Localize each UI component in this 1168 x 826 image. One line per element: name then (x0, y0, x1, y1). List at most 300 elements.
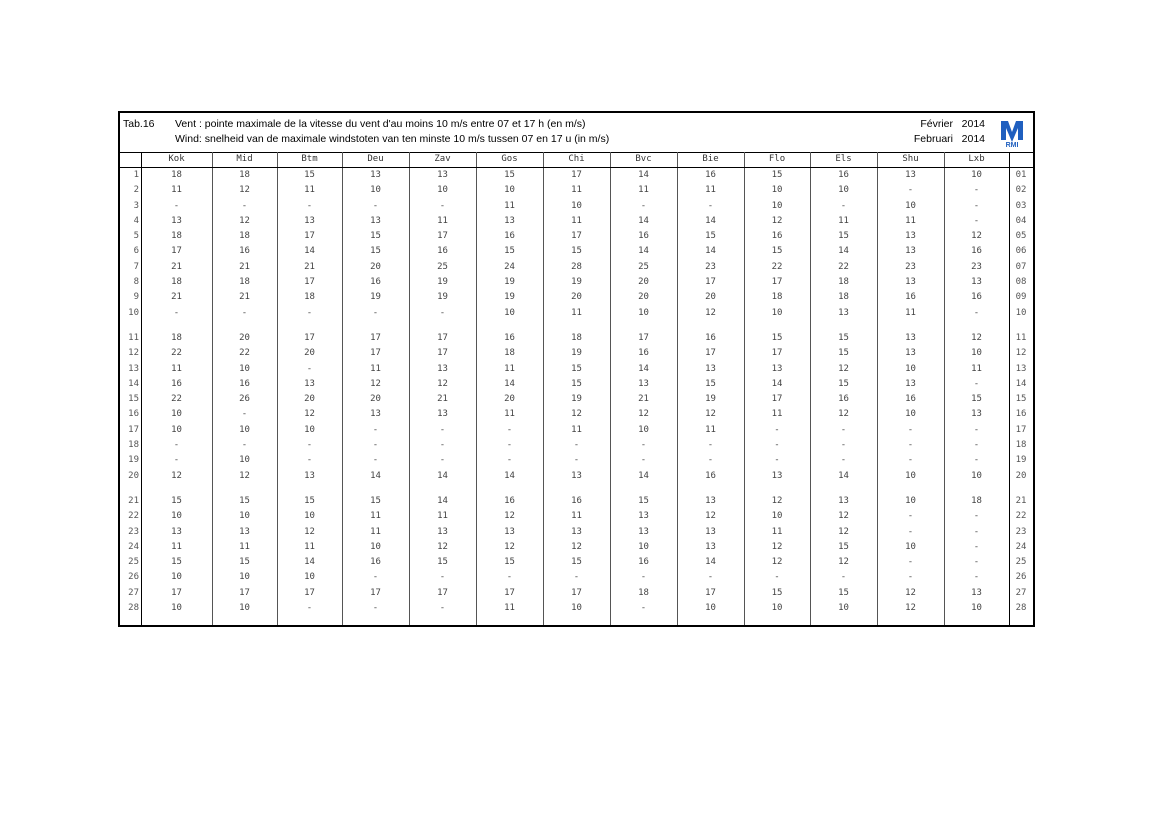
table-cell: 12 (239, 470, 250, 481)
table-cell: 15 (571, 246, 582, 257)
table-cell: 13 (171, 215, 182, 226)
table-header (120, 113, 1033, 153)
day-number: 19 (128, 455, 139, 466)
table-cell: 12 (171, 470, 182, 481)
table-cell: 11 (571, 215, 582, 226)
table-cell: 12 (771, 541, 783, 552)
table-cell: 10 (771, 200, 783, 211)
day-number-right: 02 (1015, 185, 1027, 196)
table-row (120, 260, 1033, 275)
table-cell: 11 (171, 363, 182, 374)
table-cell: 10 (171, 511, 182, 522)
table-cell: 11 (971, 363, 982, 374)
table-cell: 15 (504, 557, 515, 568)
table-cell: 10 (370, 185, 381, 196)
table-cell: - (241, 440, 248, 451)
table-cell: 15 (370, 495, 381, 506)
day-number-right: 23 (1015, 526, 1027, 537)
table-cell: 15 (771, 332, 783, 343)
table-cell: 12 (571, 409, 582, 420)
table-cell: 18 (571, 332, 582, 343)
table-cell: 18 (838, 277, 849, 288)
day-number: 12 (128, 348, 139, 359)
table-cell: 14 (638, 470, 649, 481)
table-cell: 12 (705, 307, 716, 318)
table-cell: - (306, 455, 313, 466)
table-row (120, 392, 1033, 407)
table-cell: 21 (171, 292, 182, 303)
table-cell: 17 (437, 348, 448, 359)
table-cell: 13 (504, 215, 515, 226)
table-row (120, 438, 1033, 453)
table-cell: - (372, 424, 379, 435)
day-number: 11 (128, 332, 139, 343)
table-row (120, 570, 1033, 585)
table-cell: - (439, 440, 446, 451)
table-cell: 16 (971, 292, 982, 303)
table-cell: 10 (239, 424, 250, 435)
table-cell: 14 (437, 495, 448, 506)
table-cell: - (372, 307, 379, 318)
table-cell: - (973, 378, 980, 389)
table-row (120, 168, 1033, 184)
table-cell: 11 (504, 409, 515, 420)
table-cell: - (573, 455, 580, 466)
day-number-right: 22 (1015, 511, 1027, 522)
table-cell: 12 (504, 511, 515, 522)
table-cell: 14 (638, 215, 649, 226)
table-cell: 10 (971, 470, 982, 481)
table-cell: 14 (838, 246, 849, 257)
table-cell: 28 (571, 261, 582, 272)
table-cell: 19 (437, 292, 448, 303)
table-cell: 14 (638, 170, 649, 180)
day-number-right: 12 (1015, 348, 1027, 359)
table-cell: - (439, 307, 446, 318)
table-cell: 22 (239, 348, 250, 359)
table-cell: 13 (304, 470, 315, 481)
table-cell: 11 (571, 307, 582, 318)
table-cell: - (439, 200, 446, 211)
table-row (120, 494, 1033, 509)
table-row (120, 509, 1033, 524)
table-cell: 20 (304, 394, 315, 405)
table-cell: - (306, 363, 313, 374)
day-number: 25 (128, 557, 139, 568)
table-cell: 18 (171, 170, 182, 180)
table-cell: - (506, 455, 513, 466)
table-cell: 17 (504, 587, 515, 598)
day-number-right: 08 (1015, 277, 1027, 288)
table-cell: - (241, 409, 248, 420)
day-number-right: 27 (1015, 587, 1027, 598)
table-cell: 16 (504, 231, 515, 242)
table-cell: 24 (504, 261, 515, 272)
table-cell: 15 (370, 231, 381, 242)
decade-spacer-row (120, 484, 1033, 494)
day-number: 8 (133, 277, 139, 288)
day-number-right: 19 (1015, 455, 1027, 466)
table-cell: 15 (304, 170, 315, 180)
table-cell: 11 (370, 526, 381, 537)
table-cell: 15 (304, 495, 315, 506)
table-cell: - (907, 511, 914, 522)
table-cell: 12 (771, 215, 783, 226)
table-cell: 13 (437, 363, 448, 374)
table-cell: 16 (905, 292, 916, 303)
table-row (120, 346, 1033, 361)
table-cell: 17 (437, 587, 448, 598)
table-cell: - (640, 200, 647, 211)
table-cell: 10 (171, 603, 182, 614)
table-cell: 12 (504, 541, 515, 552)
table-cell: 20 (638, 277, 649, 288)
table-cell: - (640, 455, 647, 466)
table-cell: 13 (905, 332, 916, 343)
table-cell: 15 (705, 378, 716, 389)
table-cell: - (439, 455, 446, 466)
year-label-2: 2014 (961, 133, 985, 145)
table-cell: 10 (239, 572, 250, 583)
table-cell: 19 (437, 277, 448, 288)
table-cell: 10 (504, 307, 515, 318)
table-cell: - (973, 526, 980, 537)
table-cell: 10 (638, 307, 649, 318)
table-cell: 16 (838, 170, 849, 180)
day-number-right: 28 (1015, 603, 1027, 614)
table-cell: 13 (705, 526, 716, 537)
table-cell: - (973, 185, 980, 196)
table-cell: 10 (905, 200, 916, 211)
table-row (120, 306, 1033, 321)
table-cell: 11 (571, 185, 582, 196)
table-cell: 17 (171, 246, 182, 257)
day-number-right: 10 (1015, 307, 1027, 318)
table-cell: 17 (771, 394, 783, 405)
table-cell: 17 (705, 277, 716, 288)
table-cell: 10 (905, 409, 916, 420)
table-cell: 14 (504, 378, 515, 389)
day-number-right: 05 (1015, 231, 1027, 242)
table-cell: 12 (437, 541, 448, 552)
table-cell: - (173, 200, 180, 211)
table-cell: 12 (838, 557, 849, 568)
table-row (120, 244, 1033, 259)
table-cell: 11 (504, 200, 515, 211)
table-cell: 26 (239, 394, 250, 405)
table-cell: 10 (304, 511, 315, 522)
day-number-right: 11 (1015, 332, 1027, 343)
table-cell: 17 (370, 332, 381, 343)
table-cell: 10 (705, 603, 716, 614)
day-number: 26 (128, 572, 139, 583)
day-number-right: 09 (1015, 292, 1027, 303)
day-number: 18 (128, 440, 139, 451)
table-cell: - (707, 572, 714, 583)
table-cell: 20 (239, 332, 250, 343)
table-cell: - (241, 307, 248, 318)
table-cell: 11 (370, 511, 381, 522)
table-cell: 19 (571, 277, 582, 288)
table-cell: 10 (239, 603, 250, 614)
table-row (120, 540, 1033, 555)
year-label-1: 2014 (961, 118, 985, 130)
table-cell: 11 (571, 511, 582, 522)
table-cell: 12 (571, 541, 582, 552)
table-cell: 22 (838, 261, 849, 272)
table-cell: 13 (304, 215, 315, 226)
station-header: Shu (877, 152, 944, 168)
table-cell: 11 (171, 541, 182, 552)
table-cell: 16 (171, 378, 182, 389)
table-cell: 20 (370, 261, 381, 272)
table-cell: 10 (571, 603, 582, 614)
table-cell: 22 (171, 394, 182, 405)
table-cell: 11 (638, 185, 649, 196)
table-cell: 14 (437, 470, 448, 481)
table-cell: 10 (905, 541, 916, 552)
table-cell: 13 (905, 246, 916, 257)
table-cell: 10 (971, 603, 982, 614)
table-cell: 16 (705, 332, 716, 343)
table-cell: 10 (171, 572, 182, 583)
day-number-right: 07 (1015, 261, 1027, 272)
table-cell: 12 (971, 332, 982, 343)
table-cell: 11 (771, 409, 783, 420)
table-row (120, 199, 1033, 214)
table-row (120, 601, 1033, 616)
station-header: Chi (543, 152, 610, 168)
table-cell: - (907, 455, 914, 466)
day-number: 28 (128, 603, 139, 614)
station-header: Zav (409, 152, 476, 168)
table-cell: 15 (571, 378, 582, 389)
table-cell: 21 (171, 261, 182, 272)
table-cell: 17 (705, 587, 716, 598)
table-cell: 16 (705, 470, 716, 481)
table-cell: 17 (571, 231, 582, 242)
table-cell: - (506, 440, 513, 451)
table-cell: 14 (504, 470, 515, 481)
table-cell: 17 (239, 587, 250, 598)
table-cell: 10 (838, 185, 849, 196)
table-cell: - (372, 572, 379, 583)
table-cell: 20 (304, 348, 315, 359)
table-cell: 13 (370, 409, 381, 420)
day-number: 27 (128, 587, 139, 598)
table-cell: - (173, 307, 180, 318)
day-number-right: 03 (1015, 200, 1027, 211)
table-cell: 11 (571, 424, 582, 435)
table-cell: 15 (370, 246, 381, 257)
title-dutch: Wind: snelheid van de maximale windstoten van ten minste 10 m/s tussen 07 en 17 u (in m/s) (175, 133, 610, 145)
table-cell: 21 (437, 394, 448, 405)
table-cell: 12 (705, 409, 716, 420)
table-cell: 10 (771, 603, 783, 614)
station-header: Bie (677, 152, 744, 168)
table-cell: 21 (304, 261, 315, 272)
day-number: 2 (133, 185, 139, 196)
table-cell: 14 (304, 246, 315, 257)
table-cell: - (973, 557, 980, 568)
day-header-right (1009, 152, 1033, 168)
table-cell: 11 (504, 603, 515, 614)
table-number: Tab.16 (123, 118, 155, 130)
table-cell: 10 (239, 455, 250, 466)
day-number: 9 (133, 292, 139, 303)
table-cell: 10 (971, 170, 982, 180)
day-number-right: 15 (1015, 394, 1027, 405)
day-number-right: 24 (1015, 541, 1027, 552)
table-cell: 13 (370, 215, 381, 226)
table-cell: - (840, 455, 847, 466)
day-header (120, 152, 141, 168)
table-cell: 11 (437, 511, 448, 522)
table-cell: 16 (571, 495, 582, 506)
table-cell: 20 (370, 394, 381, 405)
table-cell: 15 (838, 348, 849, 359)
day-number: 22 (128, 511, 139, 522)
table-cell: 16 (638, 348, 649, 359)
month-dutch: Februari (913, 133, 953, 145)
table-cell: 17 (771, 277, 783, 288)
station-header: Els (810, 152, 877, 168)
table-cell: - (173, 455, 180, 466)
table-row (120, 290, 1033, 305)
table-cell: 17 (437, 332, 448, 343)
table-cell: 10 (171, 424, 182, 435)
table-cell: 13 (905, 378, 916, 389)
table-cell: 11 (304, 185, 315, 196)
table-cell: 17 (304, 277, 315, 288)
table-cell: 10 (304, 572, 315, 583)
table-cell: 10 (838, 603, 849, 614)
table-cell: 15 (838, 332, 849, 343)
station-header: Lxb (944, 152, 1009, 168)
table-cell: 13 (971, 277, 982, 288)
table-row (120, 407, 1033, 422)
table-cell: 10 (638, 541, 649, 552)
table-cell: 12 (771, 495, 783, 506)
table-cell: - (907, 440, 914, 451)
day-number: 14 (128, 378, 139, 389)
table-row (120, 331, 1033, 346)
table-cell: 15 (504, 170, 515, 180)
table-cell: 11 (771, 526, 783, 537)
table-cell: 17 (370, 587, 381, 598)
table-cell: - (973, 440, 980, 451)
table-cell: 17 (571, 170, 582, 180)
table-cell: - (372, 603, 379, 614)
table-cell: - (973, 215, 980, 226)
table-cell: 12 (838, 526, 849, 537)
weather-table-sheet (118, 111, 1035, 627)
table-cell: 23 (905, 261, 916, 272)
table-cell: 16 (239, 378, 250, 389)
table-row (120, 377, 1033, 392)
table-cell: - (973, 307, 980, 318)
table-cell: 15 (971, 394, 982, 405)
table-cell: 10 (239, 363, 250, 374)
table-cell: 19 (571, 348, 582, 359)
day-number: 23 (128, 526, 139, 537)
table-cell: 13 (905, 348, 916, 359)
table-cell: 17 (705, 348, 716, 359)
table-row (120, 469, 1033, 484)
day-number: 5 (133, 231, 139, 242)
table-row (120, 183, 1033, 198)
table-cell: - (973, 541, 980, 552)
table-cell: 12 (971, 231, 982, 242)
table-cell: - (973, 572, 980, 583)
table-cell: 16 (638, 557, 649, 568)
day-number-right: 13 (1015, 363, 1027, 374)
table-cell: 13 (504, 526, 515, 537)
table-cell: 15 (171, 495, 182, 506)
table-cell: 18 (638, 587, 649, 598)
table-cell: - (840, 200, 847, 211)
table-cell: - (439, 603, 446, 614)
table-cell: 13 (705, 495, 716, 506)
table-cell: - (306, 440, 313, 451)
title-french: Vent : pointe maximale de la vitesse du vent d'au moins 10 m/s entre 07 et 17 h (en m/s) (175, 118, 586, 130)
table-cell: 16 (370, 277, 381, 288)
table-cell: - (640, 603, 647, 614)
day-number-right: 18 (1015, 440, 1027, 451)
table-cell: 11 (239, 541, 250, 552)
station-header: Bvc (610, 152, 677, 168)
table-cell: 11 (705, 424, 716, 435)
table-cell: 16 (971, 246, 982, 257)
table-cell: 13 (771, 363, 783, 374)
table-cell: 14 (771, 378, 783, 389)
table-cell: - (973, 511, 980, 522)
table-cell: - (707, 455, 714, 466)
table-cell: 12 (304, 409, 315, 420)
table-cell: 14 (638, 363, 649, 374)
table-cell: 16 (771, 231, 783, 242)
table-cell: 13 (304, 378, 315, 389)
table-cell: 12 (905, 587, 916, 598)
table-cell: 19 (370, 292, 381, 303)
table-cell: 13 (771, 470, 783, 481)
table-row (120, 423, 1033, 438)
station-header: Deu (342, 152, 409, 168)
table-cell: 14 (638, 246, 649, 257)
table-cell: 16 (504, 332, 515, 343)
month-french: Février (920, 118, 953, 130)
table-cell: 13 (971, 587, 982, 598)
table-cell: 17 (638, 332, 649, 343)
table-row (120, 229, 1033, 244)
table-cell: - (439, 572, 446, 583)
table-cell: - (707, 200, 714, 211)
table-cell: 15 (437, 557, 448, 568)
table-cell: 13 (705, 541, 716, 552)
day-number-right: 14 (1015, 378, 1027, 389)
table-cell: 10 (571, 200, 582, 211)
table-cell: - (840, 572, 847, 583)
table-cell: 13 (638, 526, 649, 537)
table-cell: 18 (171, 231, 182, 242)
day-number: 7 (133, 261, 139, 272)
table-cell: 12 (838, 511, 849, 522)
table-cell: - (973, 200, 980, 211)
table-cell: 17 (304, 332, 315, 343)
table-cell: 13 (571, 526, 582, 537)
table-row (120, 525, 1033, 540)
table-cell: - (907, 424, 914, 435)
